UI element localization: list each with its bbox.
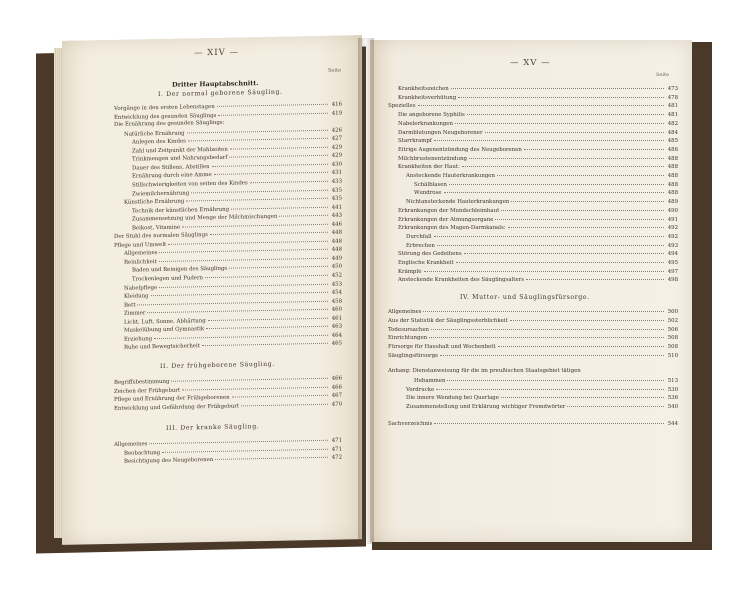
toc-entry-page: 489 bbox=[667, 199, 678, 206]
dot-leader bbox=[208, 313, 328, 321]
toc-entry-title: Krämpfe bbox=[398, 268, 422, 275]
toc-entry-page: 488 bbox=[667, 155, 678, 162]
toc-entry-title: Erbrechen bbox=[406, 242, 435, 249]
toc-entry-title: Muskelübung und Gymnastik bbox=[124, 326, 205, 334]
toc-entry-title: Milchbrustenentzündung bbox=[398, 155, 468, 162]
toc-entry-page: 471 bbox=[331, 446, 342, 453]
toc-entry-page: 433 bbox=[331, 178, 342, 185]
toc-entry-page: 430 bbox=[331, 161, 342, 168]
toc-entry-title: Störung des Gedeihens bbox=[398, 251, 462, 258]
toc-entry-page: 508 bbox=[667, 335, 678, 342]
toc-entry-title: Pflege und Ernährung der Frühgeborenen bbox=[114, 394, 230, 403]
toc-entry-page: 472 bbox=[331, 454, 342, 461]
toc-entry-page: 488 bbox=[667, 181, 678, 188]
toc-entry-title: Allgemeines bbox=[388, 309, 422, 316]
toc-entry-title: Natürliche Ernährung bbox=[124, 130, 185, 138]
dot-leader bbox=[495, 214, 664, 220]
toc-entry-title: Zimmer bbox=[124, 310, 146, 317]
toc-entry-title: Erkrankungen der Atmungsorgane bbox=[398, 216, 494, 223]
dot-leader bbox=[455, 118, 664, 124]
toc-entry-title: Einrichtungen bbox=[388, 335, 428, 342]
toc-entry-page: 536 bbox=[667, 395, 678, 402]
toc-entry bbox=[398, 275, 678, 284]
toc-entry-title: Schälblasen bbox=[414, 181, 447, 188]
dot-leader bbox=[462, 161, 664, 167]
toc-entry-title: Vorgänge in den ersten Lebenstagen bbox=[114, 103, 215, 112]
toc-entry-title: Starrkrampf bbox=[398, 138, 432, 145]
toc-entry bbox=[406, 402, 678, 411]
toc-entry-title: Pflege und Umwelt bbox=[114, 241, 167, 249]
toc-entry-title: Entwicklung des gesunden Säuglings bbox=[114, 112, 217, 121]
toc-entry-page: 488 bbox=[667, 190, 678, 197]
dot-leader bbox=[149, 435, 328, 444]
toc-entry bbox=[388, 351, 678, 360]
toc-entry-page: 454 bbox=[331, 289, 342, 296]
dot-leader bbox=[215, 452, 328, 460]
dot-leader bbox=[231, 201, 328, 209]
dot-leader bbox=[241, 398, 328, 406]
toc-entry-title: Bett bbox=[124, 302, 136, 309]
dot-leader bbox=[510, 315, 664, 321]
toc-entry-page: 481 bbox=[667, 112, 678, 119]
toc-entry-page: 448 bbox=[331, 229, 342, 236]
dot-leader bbox=[456, 257, 664, 263]
toc-entry-page: 453 bbox=[331, 281, 342, 288]
toc-entry-title: Baden und Reinigen des Säuglings bbox=[132, 266, 228, 274]
dot-leader bbox=[497, 170, 664, 176]
toc-entry-page: 426 bbox=[331, 127, 342, 134]
dot-leader bbox=[214, 167, 328, 175]
dot-leader bbox=[210, 227, 328, 235]
dot-leader bbox=[424, 266, 664, 272]
toc-entry-page: 513 bbox=[667, 378, 678, 384]
toc-entry-page: 488 bbox=[667, 164, 678, 171]
toc-entry-title: Entwicklung und Gefährdung der Frühgeburt bbox=[114, 403, 239, 412]
toc-entry-page: 482 bbox=[667, 120, 678, 127]
toc-entry-page: 435 bbox=[331, 187, 342, 194]
toc-entry-page: 486 bbox=[667, 146, 678, 153]
toc-entry-title: Vordrucke bbox=[406, 386, 435, 393]
dot-leader bbox=[191, 184, 328, 193]
toc-entry-page: 465 bbox=[331, 340, 342, 348]
toc-entry-title: Zeichen der Frühgeburt bbox=[114, 387, 181, 395]
toc-entry-page: 450 bbox=[331, 263, 342, 271]
dot-leader bbox=[467, 109, 664, 115]
toc-entry-title: Erkrankungen der Mundschleimhaut bbox=[398, 207, 500, 214]
toc-entry-title: Nichtansteckende Hauterkrankungen bbox=[406, 199, 510, 206]
toc-entry-page: 506 bbox=[667, 326, 678, 333]
left-page bbox=[62, 35, 362, 545]
toc-entry-page: 448 bbox=[331, 246, 342, 254]
toc-entry-page: 448 bbox=[331, 238, 342, 245]
toc-entry-title: Zahl und Zeitpunkt der Mahlzeiten bbox=[132, 146, 228, 155]
toc-entry-title: Ansteckende Hauterkrankungen bbox=[406, 173, 495, 179]
dot-leader bbox=[205, 270, 328, 278]
dot-leader bbox=[501, 205, 664, 211]
dot-leader bbox=[524, 144, 664, 150]
toc-entry-page: 460 bbox=[331, 306, 342, 313]
toc-entry-page: 449 bbox=[331, 255, 342, 262]
toc-entry-page: 497 bbox=[667, 268, 678, 275]
toc-entry-title: Durchfall bbox=[406, 233, 432, 240]
dot-leader bbox=[229, 150, 328, 158]
toc-entry-title: Technik der künstlichen Ernährung bbox=[132, 206, 230, 215]
toc-entry-page: 495 bbox=[667, 260, 678, 266]
dot-leader bbox=[451, 83, 664, 89]
right-page bbox=[370, 40, 692, 542]
toc-entry-title: Allgemeines bbox=[114, 441, 148, 449]
toc-entry-title: Krankheitszeichen bbox=[398, 86, 449, 92]
toc-entry-title: Besichtigung des Neugeborenen bbox=[124, 457, 214, 465]
dot-leader bbox=[188, 133, 328, 142]
toc-entry-title: Krankheiten der Haut: bbox=[398, 164, 460, 171]
toc-entry-page: 530 bbox=[667, 386, 678, 393]
toc-entry-title: Erziehung bbox=[124, 335, 153, 343]
toc-entry-title: Trockenlegen und Pudern bbox=[132, 275, 204, 283]
toc-entry-page: 443 bbox=[331, 212, 342, 219]
dot-leader bbox=[217, 99, 328, 107]
dot-leader bbox=[437, 240, 664, 246]
toc-entry-page: 463 bbox=[331, 323, 342, 330]
toc-entry-title: Dauer des Stillens, Abstillen bbox=[132, 163, 210, 172]
toc-entry-title: Säuglingsfürsorge bbox=[388, 352, 439, 359]
toc-entry-title: Wundrose bbox=[414, 190, 442, 197]
toc-entry-title: Ansteckende Krankheiten des Säuglingsalters bbox=[398, 277, 524, 284]
toc-entry-title: Darmblutungen Neugeborener bbox=[398, 129, 483, 136]
dot-leader bbox=[436, 384, 664, 390]
toc-entry-page: 470 bbox=[331, 401, 342, 408]
toc-entry-title: Beikost, Vitamine bbox=[132, 224, 181, 232]
toc-entry-page: 493 bbox=[667, 242, 678, 249]
toc-entry-page: 492 bbox=[667, 225, 678, 232]
toc-entry-page: 427 bbox=[331, 135, 342, 142]
dot-leader bbox=[230, 142, 328, 150]
dot-leader bbox=[508, 222, 664, 228]
left-page-number: — XIV — bbox=[194, 47, 239, 59]
toc-entry-title: Zusammensetzung und Menge der Milchmischungen bbox=[132, 213, 278, 223]
toc-entry-title: Englische Krankheit bbox=[398, 260, 454, 266]
toc-entry-page: 446 bbox=[331, 221, 342, 228]
toc-entry-title: Kleidung bbox=[124, 293, 149, 300]
left-seite-label: Seite bbox=[328, 67, 341, 74]
dot-leader bbox=[229, 261, 328, 269]
toc-entry-page: 419 bbox=[331, 110, 342, 117]
dot-leader bbox=[187, 124, 328, 133]
toc-entry-page: 458 bbox=[331, 298, 342, 305]
dot-leader bbox=[429, 332, 664, 338]
toc-entry-page: 478 bbox=[667, 94, 678, 101]
toc-entry-page: 481 bbox=[667, 103, 678, 110]
toc-entry-page: 502 bbox=[667, 317, 678, 324]
toc-entry-page: 471 bbox=[331, 437, 342, 444]
left-heading: Dritter Hauptabschnitt. bbox=[172, 79, 259, 89]
toc-entry-title: Reinlichkeit bbox=[124, 258, 157, 266]
toc-section-title: IV. Mutter- und Säuglingsfürsorge. bbox=[460, 294, 590, 302]
dot-leader bbox=[250, 176, 328, 184]
toc-entry-title: Anlegen des Kindes bbox=[132, 138, 186, 146]
toc-entry-title: Die angeborene Syphilis bbox=[398, 112, 465, 119]
dot-leader bbox=[431, 324, 664, 330]
toc-entry-title: Aus der Statistik der Säuglingssterblichkeit bbox=[388, 317, 508, 324]
toc-entry-page: 484 bbox=[667, 129, 678, 136]
toc-entry-title: Der Stuhl des normalen Säuglings bbox=[114, 232, 208, 241]
toc-entry-page: 466 bbox=[331, 384, 342, 391]
dot-leader bbox=[501, 392, 664, 398]
toc-entry-title: Eitrige Augenentzündung des Neugeborenen bbox=[398, 146, 522, 153]
toc-entry-page: 441 bbox=[331, 204, 342, 211]
toc-entry-page: 492 bbox=[667, 233, 678, 240]
toc-entry-page: 498 bbox=[667, 277, 678, 284]
right-seite-label: Seite bbox=[656, 72, 669, 78]
dot-leader bbox=[567, 401, 664, 407]
dot-leader bbox=[232, 390, 328, 398]
toc-entry-title: Nabelerkrankungen bbox=[398, 120, 453, 127]
toc-entry-title: Zusammenstellung und Erklärung wichtiger Fremdwörter bbox=[406, 404, 566, 411]
dot-leader bbox=[212, 159, 328, 167]
toc-section-title: III. Der kranke Säugling. bbox=[166, 423, 260, 433]
toc-entry-page: 544 bbox=[667, 420, 678, 427]
dot-leader bbox=[449, 179, 664, 185]
toc-entry-page: 491 bbox=[667, 216, 678, 223]
toc-entry-title: Krankheitsverhütung bbox=[398, 94, 457, 101]
toc-section-title: I. Der normal geborene Säugling. bbox=[158, 88, 283, 99]
book-gutter bbox=[358, 38, 374, 544]
dot-leader bbox=[444, 187, 665, 193]
toc-entry-page: 464 bbox=[331, 332, 342, 339]
toc-entry-title: Fürsorge für Haushalt und Wochenbett bbox=[388, 343, 496, 350]
toc-entry-title: Künstliche Ernährung bbox=[124, 198, 185, 206]
toc-entry-page: 473 bbox=[667, 86, 678, 92]
toc-entry-page: 500 bbox=[667, 309, 678, 316]
toc-entry-page: 490 bbox=[667, 207, 678, 214]
toc-entry-title: Trinkmengen und Nahrungsbedarf bbox=[132, 155, 228, 163]
dot-leader bbox=[447, 375, 664, 381]
toc-entry-page: 431 bbox=[331, 169, 342, 177]
toc-entry-title: Licht, Luft, Sonne, Abhärtung bbox=[124, 317, 206, 326]
dot-leader bbox=[434, 418, 664, 424]
dot-leader bbox=[434, 231, 664, 237]
toc-entry-title: Nabelpflege bbox=[124, 284, 158, 292]
toc-entry-title: Stillschwierigkeiten von seiten des Kindes bbox=[132, 180, 248, 189]
toc-section-title: II. Der frühgeborene Säugling. bbox=[160, 360, 275, 370]
toc-entry-title: Spezielles bbox=[388, 103, 416, 110]
toc-entry-title: Hebammen bbox=[414, 378, 446, 384]
toc-entry-title: Zwiemilchernährung bbox=[132, 189, 190, 198]
toc-entry-title: Die Ernährung des gesunden Säuglings: bbox=[114, 119, 225, 128]
toc-entry-page: 429 bbox=[331, 152, 342, 159]
toc-entry-page: 540 bbox=[667, 404, 678, 411]
toc-entry-title: Sachverzeichnis bbox=[388, 420, 433, 427]
dot-leader bbox=[171, 373, 328, 382]
anhang-heading: Anhang: Dienstanweisung für die im preußischen Staatsgebiet tätigen bbox=[388, 368, 581, 375]
toc-entry-page: 467 bbox=[331, 392, 342, 399]
dot-leader bbox=[186, 193, 328, 202]
toc-entry-title: Beobachtung bbox=[124, 449, 161, 457]
toc-entry-page: 429 bbox=[331, 144, 342, 151]
dot-leader bbox=[458, 92, 664, 98]
dot-leader bbox=[485, 127, 664, 133]
dot-leader bbox=[526, 274, 664, 280]
dot-leader bbox=[464, 248, 664, 254]
toc-entry-title: Erkrankungen des Magen-Darmkanals: bbox=[398, 225, 506, 232]
toc-entry-page: 452 bbox=[331, 272, 342, 279]
dot-leader bbox=[206, 321, 328, 329]
dot-leader bbox=[423, 306, 664, 312]
toc-entry-page: 461 bbox=[331, 315, 342, 322]
dot-leader bbox=[418, 100, 665, 106]
dot-leader bbox=[279, 210, 328, 217]
toc-entry-page: 508 bbox=[667, 343, 678, 350]
dot-leader bbox=[202, 338, 328, 346]
toc-entry-title: Ruhe und Bewegtsicherheit bbox=[124, 343, 200, 352]
toc-entry-page: 494 bbox=[667, 251, 678, 258]
dot-leader bbox=[469, 153, 664, 159]
toc-entry-title: Begriffsbestimmung bbox=[114, 378, 170, 386]
toc-entry-page: 466 bbox=[331, 375, 342, 382]
dot-leader bbox=[498, 341, 664, 347]
dot-leader bbox=[440, 350, 664, 356]
toc-entry-title: Ernährung durch eine Amme bbox=[132, 172, 212, 180]
toc-entry-page: 416 bbox=[331, 101, 342, 108]
dot-leader bbox=[434, 135, 664, 141]
dot-leader bbox=[511, 196, 664, 202]
toc-entry-page: 510 bbox=[667, 352, 678, 359]
right-page-number: — XV — bbox=[510, 58, 551, 68]
toc-entry-page: 485 bbox=[667, 138, 678, 145]
toc-entry-title: Die innere Wendung bei Querlage bbox=[406, 395, 499, 402]
toc-entry-title: Allgemeines bbox=[124, 250, 158, 258]
toc-entry-title: Todesursachen bbox=[388, 326, 430, 333]
toc-entry bbox=[388, 419, 678, 428]
toc-entry-page: 435 bbox=[331, 195, 342, 202]
toc-entry-page: 488 bbox=[667, 173, 678, 179]
dot-leader bbox=[218, 107, 328, 115]
